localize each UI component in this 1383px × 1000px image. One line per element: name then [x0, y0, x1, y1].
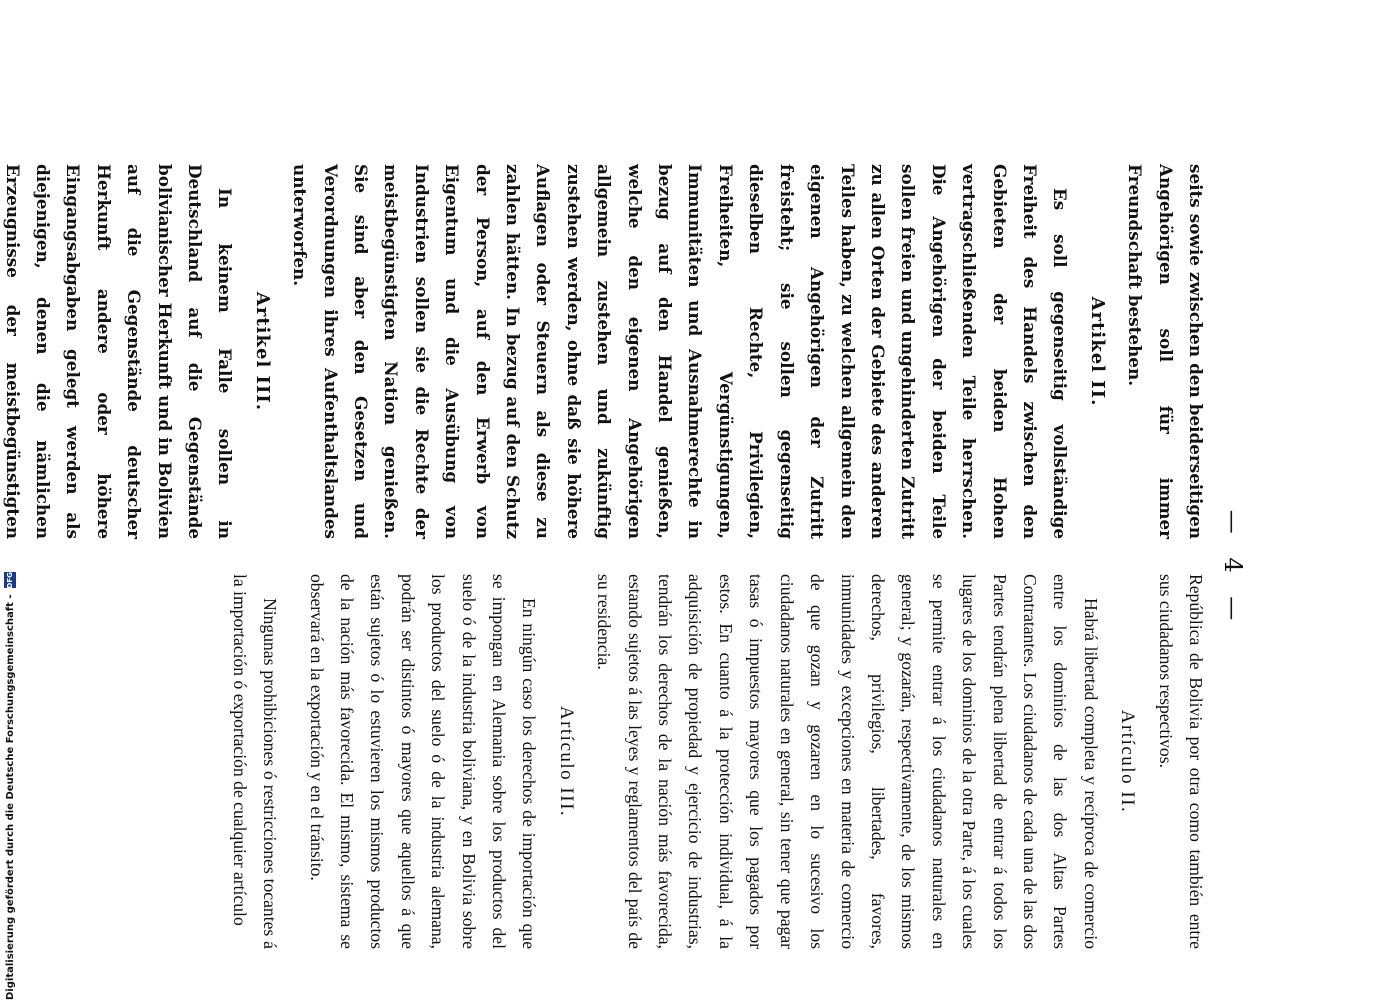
- digitization-credit: [3, 572, 17, 1000]
- page-number: — 4 —: [1219, 509, 1247, 629]
- spanish-column: [224, 574, 1211, 949]
- german-article-3-text: In keinem Falle sollen in Deutschland auf die Gegenstände bolivianischer Herkunft und in Bolivien auf die Gegenstände deutscher Herkunft andere oder höhere Eingangsabgaben gelegt werden als diejenigen, denen die nämlichen Erzeugnisse der meistbegünstigten: [2, 164, 236, 539]
- german-article-3-title: Artikel III.: [251, 291, 273, 412]
- german-article-2-title: Artikel II.: [1086, 296, 1108, 407]
- dfg-logo-icon: DFG: [6, 572, 14, 589]
- spanish-article-2-title: Artículo II.: [1117, 709, 1139, 814]
- german-column: [0, 164, 1211, 539]
- german-intro: seits sowie zwischen den beiderseitigen Angehörigen soll für immer Freundschaft bestehen.: [1125, 164, 1206, 539]
- spanish-article-2-text: Habrá libertad completa y recíproca de comercio entre los dominios de las dos Altas Partes Contratantes. Los ciudadanos de cada una de las dos Partes tendrán plena libertad de entrar á todos los lugares de los dominios de la otra Parte, á los cuales se permite entrar á los ciudadanos naturales en general; y gozarán, respectivamente, de los mismos derechos, privilegios, libertades, favores, inmunidades y excepciones en materia de comercio de que gozan y gozaren en lo sucesivo los ciudadanos naturales en general, sin tener que pagar tasas ó impuestos mayores que los pagados por estos. En cuanto á la protección individual, á la adquisición de propiedad y ejercicio de industrias, tendrán los derechos de la nación más favorecida, estando sujetos á las leyes y reglamentos del país de su residencia.: [594, 574, 1101, 949]
- spanish-article-3-title: Artículo III.: [555, 705, 577, 818]
- spanish-article-4-start: Ningunas prohibiciones ó restricciones tocantes á la importación ó exportación de cualquier artículo: [229, 574, 281, 949]
- spanish-intro: República de Bolivia por otra como también entre sus ciudadanos respectivos.: [1155, 574, 1206, 949]
- german-article-2-text: Es soll gegenseitig vollständige Freiheit des Handels zwischen den Gebieten der beiden Hohen vertragschließenden Teile herrschen. Die Angehörigen der beiden Teile sollen freien und ungehinderten Zutritt zu allen Orten der Gebiete des anderen Teiles haben, zu welchen allgemein den eigenen Angehörigen der Zutritt freisteht; sie sollen gegenseitig dieselben Rechte, Privilegien, Freiheiten, Vergünstigungen, Immunitäten und Ausnahmerechte in bezug auf den Handel genießen, welche den eigenen Angehörigen allgemein zustehen und zukünftig zustehen werden, ohne daß sie höhere Auflagen oder Steuern als diese zu zahlen hätten. In bezug auf den Schutz der Person, auf den Erwerb von Eigentum und die Ausübung von Industrien sollen sie die Rechte der meistbegünstigten Nation genießen. Sie sind aber den Gesetzen und Verordnungen ihres Aufenthaltslandes unterworfen.: [290, 164, 1071, 539]
- spanish-article-3-text: En ningún caso los derechos de importación que se impongan en Alemania sobre los productos del suelo ó de la industria boliviana, y en Bolivia sobre los productos del suelo ó de la industria alemana, podrán ser distintos ó mayores que aquellos á que están sujetos ó lo estuvieren los mismos productos de la nación más favorecida. El mismo, sistema se observará en la exportación y en el tránsito.: [306, 574, 540, 949]
- credit-text: Digitalisierung gefördert durch die Deutsche Forschungsgemeinschaft -: [4, 594, 16, 1000]
